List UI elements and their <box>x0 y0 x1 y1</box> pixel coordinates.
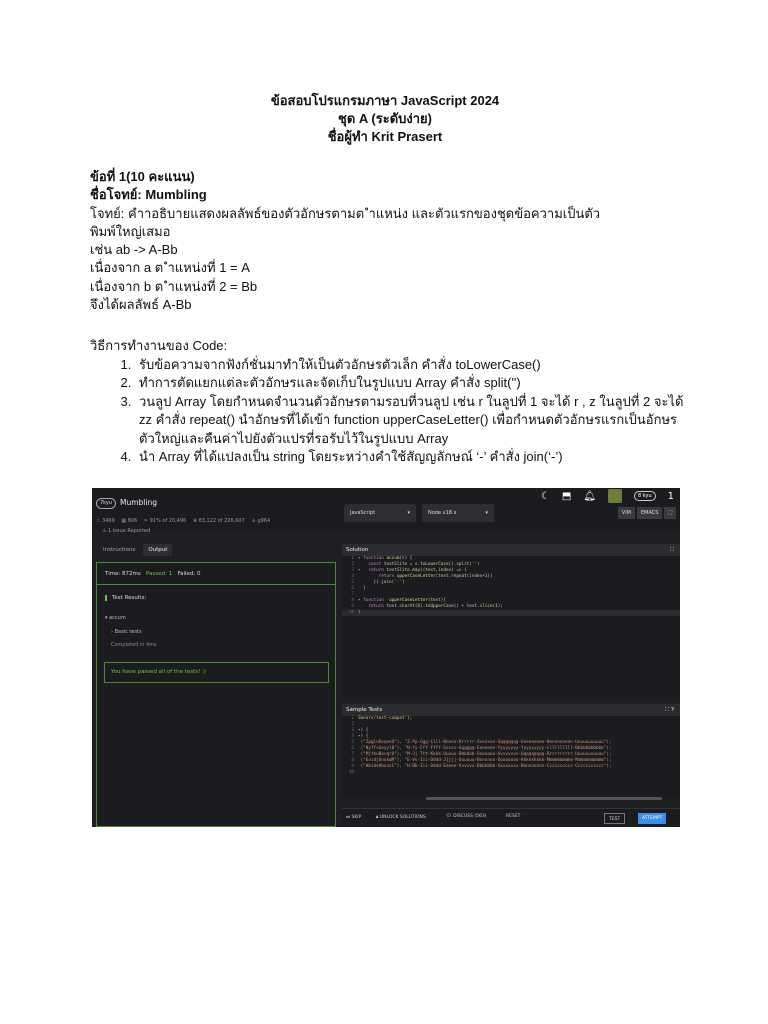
editor-mode-buttons <box>618 507 676 519</box>
bell-icon[interactable]: 🔔︎ <box>583 490 596 502</box>
question-result: จึงได้ผลลัพธ์ A-Bb <box>90 297 192 313</box>
attempt-button[interactable]: ATTEMPT <box>638 813 666 824</box>
run-summary <box>97 563 335 585</box>
sample-tests-header <box>342 704 680 716</box>
horizontal-scrollbar[interactable] <box>426 797 662 800</box>
time-label: Time: 872ms <box>105 571 141 577</box>
method-step: 3. วนลูป Array โดยกำหนดจำนวนตัวอักษรตามรอบที่วนลูป เช่น r ในลูปที่ 1 จะได้ r , z ในลูปที่ 2 จะได้ zz คำสั่ง repeat() นำอักษรที่ได้เข้า function upperCaseLetter() เพื่อกำหนดตัวอักษรแรกเป็นอักษรตัวใหญ่และคืนค่าไปยังตัวแปรที่รอรับไว้ในรูปแบบ Array <box>135 393 690 449</box>
rank-pill[interactable]: 8 kyu <box>634 491 656 501</box>
method-title: วิธีการทำงานของ Code: <box>90 338 228 353</box>
solution-editor[interactable]: 1 ▾ function accum(s) { 2 const textSlite = s.toLowerCase().split('') 3 ▾ return textSlite.map((text,index) => { 4 return upperCaseLetter(text.repeat(index+1)) 5 }).join('-') 6 } 7 8 ▾ function upperCaseLetter(text){ 9 return text.charAt(0).toUpperCase() + text.slice(1); 10 } <box>342 556 680 700</box>
tab-instructions[interactable]: Instructions <box>103 547 136 553</box>
method-section <box>90 337 690 467</box>
node-value: Node v18.x <box>428 510 457 516</box>
node-version-select[interactable] <box>422 504 494 522</box>
test-results-heading: Test Results: <box>105 595 146 601</box>
title-line-3: ชื่อผู้ทำ Krit Prasert <box>327 129 443 144</box>
basic-tests[interactable]: › Basic tests <box>111 629 142 635</box>
question-desc-2: พิมพ์ใหญ่เสมอ <box>90 223 171 239</box>
issue-reported[interactable]: ⚠ 1 Issue Reported <box>102 528 151 534</box>
codewars-screenshot <box>92 488 680 827</box>
stat-author: ♙ g964 <box>251 518 271 524</box>
question-line-b: เนื่องจาก b ต ำแหน่งที่ 2 = Bb <box>90 278 258 294</box>
action-bar <box>342 808 680 827</box>
completed-time: Completed in 4ms <box>111 642 157 648</box>
discuss-button[interactable]: 💬︎ DISCUSS (563) <box>446 814 487 819</box>
question-block <box>90 168 690 314</box>
bookmark-icon[interactable]: ⬒ <box>561 490 572 502</box>
question-header: ข้อที่ 1(10 คะแนน) <box>90 169 195 184</box>
honor-count: 1 <box>667 490 674 502</box>
right-pane <box>342 488 680 827</box>
unlock-solutions-button[interactable]: 🔒︎ UNLOCK SOLUTIONS <box>376 815 426 820</box>
runtime-selectors <box>344 504 494 522</box>
question-desc-1: โจทย์: คำาอธิบายแสดงผลลัพธ์ของตัวอักษรตามต ำแหน่ง และตัวแรกของชุดข้อความเป็นตัว <box>90 205 601 221</box>
help-icon[interactable]: ⛶ ❓︎ <box>665 707 674 713</box>
vim-button[interactable]: VIM <box>618 507 635 519</box>
stat-satisfaction: ✑ 91% of 20,496 <box>143 518 187 524</box>
emacs-button[interactable]: EMACS <box>637 507 662 519</box>
kata-stats <box>96 518 275 524</box>
moon-icon[interactable]: ☾ <box>540 490 550 502</box>
kata-title: Mumbling <box>120 498 157 507</box>
question-line-a: เนื่องจาก a ต ำแหน่งที่ 1 = A <box>90 260 250 276</box>
solution-header <box>342 544 680 556</box>
chevron-down-icon: ▾ <box>485 510 488 516</box>
chevron-down-icon: ▾ <box>407 510 410 516</box>
solution-title: Solution <box>346 547 369 553</box>
question-example: เช่น ab -> A-Bb <box>90 242 178 258</box>
document-title <box>90 92 680 146</box>
stat-completed: ⊕ 83,122 of 226,607 <box>192 518 245 524</box>
output-panel <box>96 562 336 827</box>
sample-tests-editor[interactable]: 1 Smears/test-compat'); 2 3 ▾) { 4 ▾) { 5 ("ZpglnRxqenU"), "Z-Pp-Ggg-Llll-Nnnnn-Rrrrrr-Xxxxxxx-Qqqqqqqq-Eeeeeeeee-Nnnnnnnnnn-Uuuuuuuuuuu"); 6 ("NyffsGeyylB"), "N-Yy-Fff-Ffff-Sssss-Gggggg-Eeeeeee-Yyyyyyyy-Yyyyyyyyy-Llllllllll-Bbbbbbbbbbb"); 7 ("MjtkuBovqrU"), "M-Jj-Ttt-Kkkk-Uuuuu-Bbbbbb-Ooooooo-Vvvvvvvv-Qqqqqqqqq-Rrrrrrrrrr-Uuuuuuuuuuu"); 8 ("EvidjUnokmM"), "E-Vv-Iii-Dddd-Jjjjj-Uuuuuu-Nnnnnnn-Oooooooo-Kkkkkkkkk-Mmmmmmmmmm-Mmmmmmmmmmm"); 9 ("HbideVbxncC"), "H-Bb-Iii-Dddd-Eeeee-Vvvvvv-Bbbbbbb-Xxxxxxxx-Nnnnnnnnn-Cccccccccc-Ccccccccccc"); 10 <box>342 716 680 798</box>
method-step: 4. นำ Array ที่ได้แปลงเป็น string โดยระหว่างคำใช้สัญญลักษณ์ ‘-’ คำสั่ง join(‘-’) <box>135 448 690 467</box>
kyu-badge: 7kyu <box>96 498 116 509</box>
pass-message: You have passed all of the tests! :) <box>104 662 329 683</box>
language-select[interactable] <box>344 504 416 522</box>
method-steps <box>90 356 690 467</box>
expand-icon[interactable]: ⛶ <box>670 547 674 553</box>
fullscreen-icon[interactable]: ⛶ <box>664 507 676 519</box>
method-step: 2. ทำการตัดแยกแต่ละตัวอักษรและจัดเก็บในรูปแบบ Array คำสั่ง split('') <box>135 374 690 393</box>
skip-button[interactable]: ⏭ SKIP <box>346 815 362 820</box>
test-button[interactable]: TEST <box>604 813 625 824</box>
title-line-2: ชุด A (ระดับง่าย) <box>338 111 432 126</box>
stat-collections: ▦ 806 <box>121 518 138 524</box>
suite-accum[interactable]: ▾ accum <box>105 615 126 621</box>
failed-label: Failed: 0 <box>177 571 201 577</box>
language-value: JavaScript <box>350 510 376 516</box>
left-pane <box>92 540 340 827</box>
method-step: 1. รับข้อความจากฟังก์ชั่นมาทำให้เป็นตัวอักษรตัวเล็ก คำสั่ง toLowerCase() <box>135 356 690 375</box>
reset-button[interactable]: RESET <box>506 814 521 819</box>
sample-tests-title: Sample Tests <box>346 707 383 713</box>
left-tabs <box>98 544 172 556</box>
question-name: ชื่อโจทย์: Mumbling <box>90 187 207 203</box>
title-line-1: ข้อสอบโปรแกรมภาษา JavaScript 2024 <box>270 93 500 108</box>
passed-label: Passed: 1 <box>146 571 173 577</box>
stat-stars: ☆ 3469 <box>96 518 115 524</box>
tab-output[interactable]: Output <box>143 544 172 556</box>
